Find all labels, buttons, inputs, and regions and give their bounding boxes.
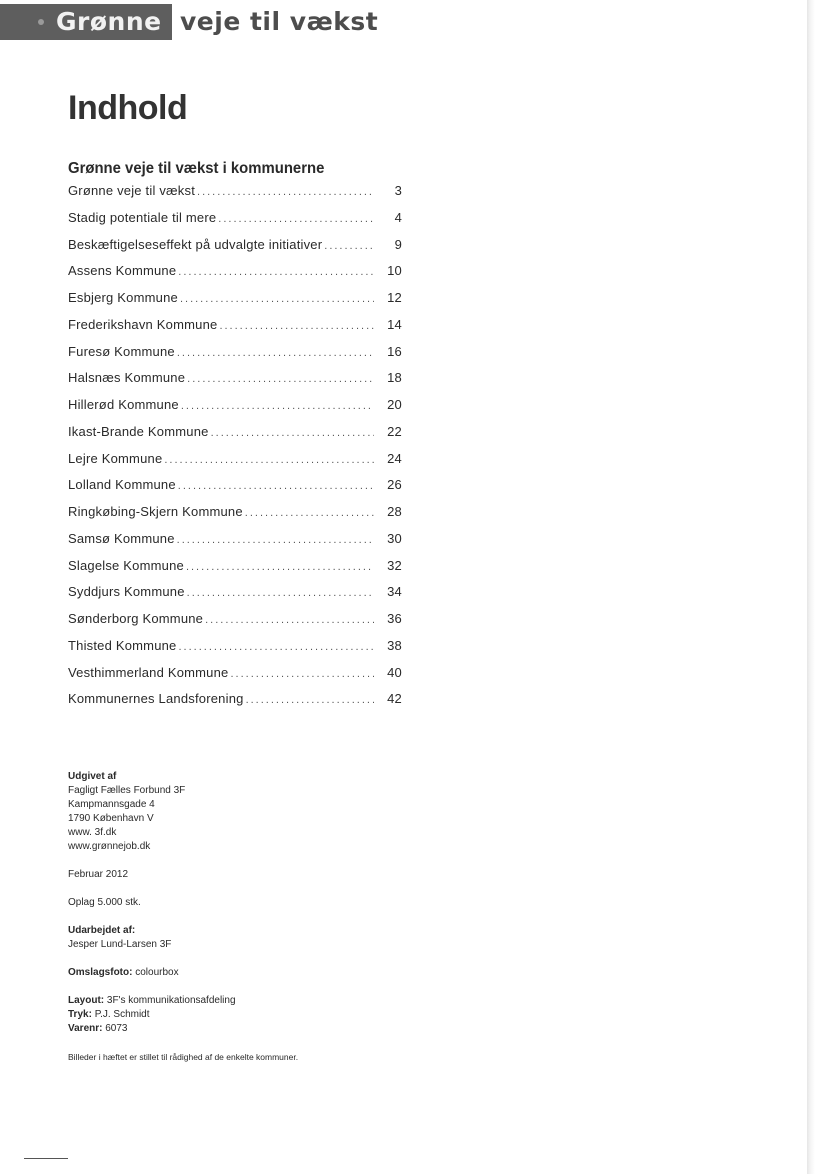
cover-photo-credit: colourbox xyxy=(135,967,179,978)
toc-entry xyxy=(68,558,402,585)
toc-leader-dots xyxy=(186,561,374,573)
toc-entry xyxy=(68,477,402,504)
toc-entry xyxy=(68,370,402,397)
banner-word-highlight: Grønne xyxy=(56,7,162,36)
toc-entry-label: Halsnæs Kommune xyxy=(68,370,186,386)
toc-entry-label: Grønne veje til vækst xyxy=(68,183,196,198)
toc-entry-label: Vesthimmerland Kommune xyxy=(68,664,229,680)
toc-entry xyxy=(68,504,402,531)
toc-leader-dots xyxy=(180,293,374,305)
cover-photo-label: Omslagsfoto: xyxy=(68,967,133,978)
toc-entry-label: Lejre Kommune xyxy=(68,450,163,466)
toc-entry-label: Sønderborg Kommune xyxy=(68,611,204,626)
toc-leader-dots xyxy=(178,480,374,492)
toc-entry-label: Thisted Kommune xyxy=(68,637,177,653)
production-block xyxy=(68,994,468,1036)
author-block xyxy=(68,924,468,952)
item-number: 6073 xyxy=(105,1023,128,1034)
print-run: Oplag 5.000 stk. xyxy=(68,897,141,908)
toc-entry-page: 18 xyxy=(387,370,402,386)
toc-leader-dots xyxy=(181,400,374,412)
banner-dot-icon xyxy=(38,19,44,25)
toc-entry xyxy=(68,344,402,371)
toc-entry xyxy=(68,584,402,611)
toc-entry-page: 16 xyxy=(387,343,402,359)
print-run-block xyxy=(68,896,468,910)
toc-leader-dots xyxy=(178,266,374,278)
toc-leader-dots xyxy=(219,320,374,332)
cover-photo-block xyxy=(68,966,468,980)
toc-entry xyxy=(68,638,402,665)
toc-entry xyxy=(68,611,402,638)
section-heading: Grønne veje til vækst i kommunerne xyxy=(68,160,325,177)
toc-entry-page: 14 xyxy=(387,316,402,332)
toc-entry xyxy=(68,665,402,692)
toc-leader-dots xyxy=(324,240,374,252)
toc-entry-label: Syddjurs Kommune xyxy=(68,584,185,600)
date-block xyxy=(68,868,468,882)
toc-entry-label: Samsø Kommune xyxy=(68,530,175,546)
publisher-heading: Udgivet af xyxy=(68,771,117,782)
toc-entry-page: 3 xyxy=(394,183,402,198)
toc-leader-dots xyxy=(211,427,374,439)
print-label: Tryk: xyxy=(68,1009,92,1020)
toc-leader-dots xyxy=(177,534,374,546)
toc-entry-label: Slagelse Kommune xyxy=(68,557,184,573)
toc-entry-label: Frederikshavn Kommune xyxy=(68,316,218,332)
page-title: Indhold xyxy=(68,89,188,127)
toc-entry xyxy=(68,451,402,478)
toc-entry-page: 40 xyxy=(387,664,402,680)
author-heading: Udarbejdet af: xyxy=(68,925,136,936)
toc-entry xyxy=(68,691,402,718)
toc-entry xyxy=(68,290,402,317)
toc-entry-page: 22 xyxy=(387,423,402,439)
toc-leader-dots xyxy=(246,694,374,706)
toc-entry-page: 32 xyxy=(387,557,402,573)
image-credit-footnote: Billeder i hæftet er stillet til rådighed af de enkelte kommuner. xyxy=(68,1052,299,1062)
toc-entry-label: Lolland Kommune xyxy=(68,477,176,493)
toc-entry-page: 26 xyxy=(387,477,402,493)
colophon xyxy=(68,770,468,1064)
toc-entry-label: Kommunernes Landsforening xyxy=(68,691,244,707)
publisher-line: Fagligt Fælles Forbund 3F xyxy=(68,785,186,796)
toc-entry-label: Hillerød Kommune xyxy=(68,397,179,412)
publisher-line: Kampmannsgade 4 xyxy=(68,799,155,810)
publisher-line: www.grønnejob.dk xyxy=(68,841,151,852)
toc-entry-page: 10 xyxy=(387,263,402,279)
publisher-block xyxy=(68,770,468,854)
toc-entry xyxy=(68,183,402,210)
toc-entry-page: 24 xyxy=(387,450,402,466)
publication-date: Februar 2012 xyxy=(68,869,129,880)
toc-leader-dots xyxy=(177,347,374,359)
toc-entry xyxy=(68,237,402,264)
toc-entry xyxy=(68,263,402,290)
toc-entry xyxy=(68,210,402,237)
banner-word-rest: veje til vækst xyxy=(180,7,379,36)
publisher-line: 1790 København V xyxy=(68,813,154,824)
toc-entry-page: 30 xyxy=(387,530,402,546)
toc-leader-dots xyxy=(230,668,374,680)
toc-entry-label: Furesø Kommune xyxy=(68,343,175,359)
toc-entry-label: Beskæftigelseseffekt på udvalgte initiativer xyxy=(68,236,323,252)
toc-entry xyxy=(68,424,402,451)
toc-entry xyxy=(68,317,402,344)
toc-leader-dots xyxy=(179,641,375,653)
author-name: Jesper Lund-Larsen 3F xyxy=(68,939,172,950)
toc-entry-page: 34 xyxy=(387,584,402,600)
toc-leader-dots xyxy=(205,614,374,626)
toc-leader-dots xyxy=(187,373,374,385)
toc-entry-page: 9 xyxy=(394,236,402,252)
toc-entry-page: 28 xyxy=(387,504,402,519)
toc-entry-page: 4 xyxy=(394,209,402,225)
toc-leader-dots xyxy=(197,186,374,198)
toc-entry-label: Ikast-Brande Kommune xyxy=(68,423,209,439)
toc-entry xyxy=(68,397,402,424)
print-credit: P.J. Schmidt xyxy=(94,1009,150,1020)
scan-edge xyxy=(807,0,824,1174)
toc-entry-page: 42 xyxy=(387,691,402,707)
layout-label: Layout: xyxy=(68,995,105,1006)
toc-entry xyxy=(68,531,402,558)
toc-entry-page: 38 xyxy=(387,637,402,653)
layout-credit: 3F's kommunikationsafdeling xyxy=(106,995,236,1006)
table-of-contents xyxy=(68,183,402,718)
toc-entry-label: Ringkøbing-Skjern Kommune xyxy=(68,504,243,519)
toc-leader-dots xyxy=(218,213,374,225)
item-number-label: Varenr: xyxy=(68,1023,103,1034)
toc-entry-page: 20 xyxy=(387,397,402,412)
toc-leader-dots xyxy=(164,454,374,466)
bottom-rule xyxy=(24,1158,68,1159)
toc-leader-dots xyxy=(245,507,374,519)
publisher-line: www. 3f.dk xyxy=(68,827,117,838)
toc-entry-label: Esbjerg Kommune xyxy=(68,290,178,305)
toc-entry-page: 12 xyxy=(387,290,402,305)
toc-entry-label: Stadig potentiale til mere xyxy=(68,209,217,225)
toc-entry-label: Assens Kommune xyxy=(68,263,177,279)
toc-entry-page: 36 xyxy=(387,611,402,626)
toc-leader-dots xyxy=(187,587,374,599)
header-banner xyxy=(0,4,420,40)
